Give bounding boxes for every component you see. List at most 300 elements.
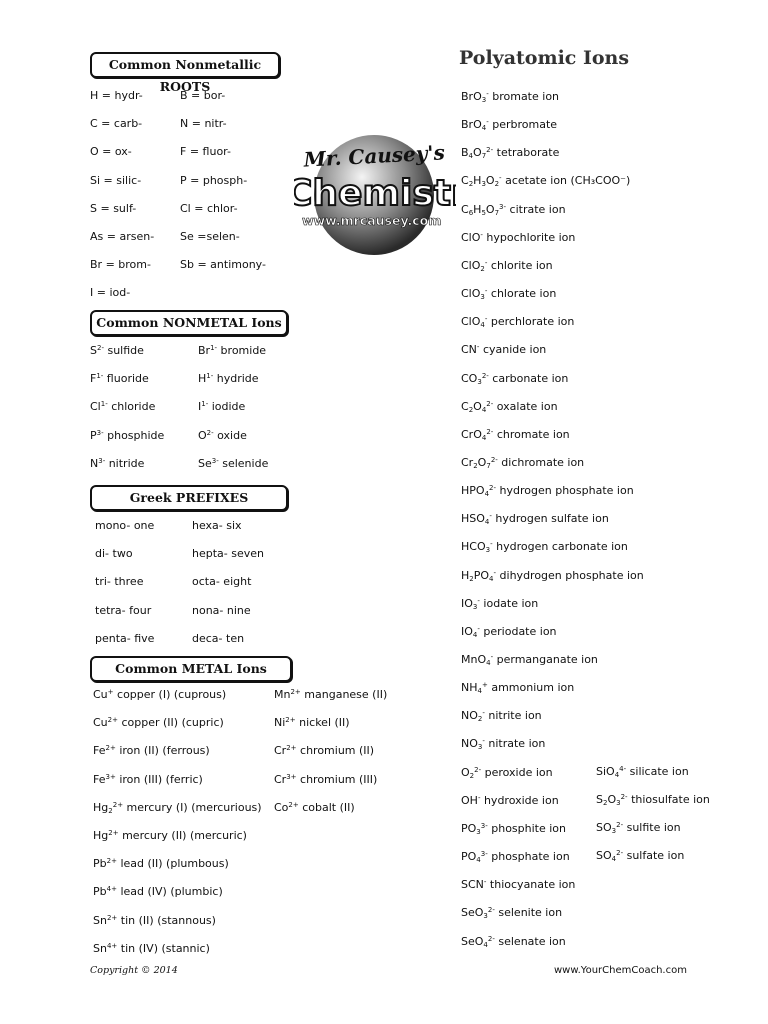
- formula-subscript: 3: [483, 912, 488, 921]
- formula-element: PO: [473, 568, 490, 582]
- ion-name: mercury (I) (mercurious): [123, 800, 262, 814]
- ion-name: perchlorate ion: [487, 315, 575, 329]
- ion-symbol: Sn: [93, 941, 107, 955]
- polyatomic-ion: [461, 343, 546, 357]
- ion-charge: 2+: [288, 800, 299, 809]
- formula-charge: -: [484, 258, 488, 267]
- nonmetal-ion: [198, 372, 259, 386]
- ion-formula: [461, 850, 488, 863]
- ion-charge: 1-: [201, 400, 209, 409]
- ion-symbol: Cr: [274, 772, 287, 786]
- metal-ion: [274, 744, 374, 758]
- page-title: Polyatomic Ions: [459, 47, 630, 69]
- ion-formula: [596, 765, 626, 778]
- formula-subscript: 3: [480, 293, 485, 302]
- root-item: S = sulf-: [90, 201, 137, 215]
- ion-symbol: Cu: [93, 716, 108, 730]
- ion-name: lead (II) (plumbous): [116, 857, 229, 871]
- formula-element: C: [461, 202, 469, 216]
- ion-charge: 3-: [98, 456, 106, 465]
- ion-formula: [461, 569, 496, 582]
- formula-element: O: [485, 174, 495, 188]
- polyatomic-ion: [461, 90, 559, 104]
- formula-charge: 2-: [616, 849, 624, 858]
- ion-name: selenide: [218, 456, 269, 470]
- polyatomic-ion: [461, 146, 559, 160]
- ion-name: chromium (III): [296, 772, 378, 786]
- ion-charge: 3-: [211, 456, 219, 465]
- polyatomic-ion: [461, 709, 542, 723]
- ion-name: hydrogen sulfate ion: [491, 512, 609, 526]
- polyatomic-ion: [596, 849, 684, 863]
- root-item: Sb = antimony-: [180, 258, 266, 272]
- ion-symbol: O: [198, 428, 207, 442]
- polyatomic-ion: [461, 625, 557, 639]
- ion-symbol: S: [90, 344, 97, 357]
- ion-formula: [461, 174, 502, 187]
- formula-charge: 3-: [480, 850, 488, 859]
- prefix-item: tri- three: [95, 575, 144, 589]
- ion-name: chlorite ion: [487, 258, 553, 272]
- polyatomic-ion: [461, 822, 566, 836]
- ion-symbol: Hg: [93, 829, 109, 842]
- ion-symbol: Cr: [274, 744, 287, 758]
- ion-name: ammonium ion: [487, 681, 575, 695]
- nonmetal-ion: [198, 344, 266, 358]
- ion-name: lead (IV) (plumbic): [116, 885, 223, 899]
- ion-formula: [461, 90, 489, 103]
- polyatomic-ion: [461, 794, 559, 808]
- formula-charge: -: [477, 793, 481, 802]
- polyatomic-ion: [461, 400, 558, 414]
- polyatomic-ion: [461, 540, 628, 554]
- formula-subscript: 4: [611, 855, 617, 864]
- formula-subscript: 2: [473, 461, 478, 470]
- ion-formula: [461, 625, 480, 638]
- root-item: P = phosph-: [180, 173, 248, 187]
- logo-line3: www.mrcausey.com: [302, 213, 442, 228]
- ion-name: hydroxide ion: [480, 793, 559, 807]
- metal-ion: [274, 801, 355, 815]
- ion-formula: [461, 512, 492, 525]
- formula-subscript: 5: [481, 208, 486, 217]
- formula-subscript: 3: [616, 799, 621, 808]
- ion-name: carbonate ion: [488, 371, 569, 385]
- ion-formula: [461, 709, 485, 722]
- ion-name: mercury (II) (mercuric): [118, 829, 247, 842]
- formula-subscript: 4: [481, 405, 487, 414]
- formula-element: MnO: [461, 653, 487, 666]
- formula-charge: -: [480, 230, 483, 239]
- formula-element: HPO: [461, 484, 485, 498]
- ion-name: hydride: [213, 372, 259, 386]
- formula-element: NO: [461, 737, 478, 751]
- root-item: As = arsen-: [90, 230, 155, 243]
- ion-name: selenate ion: [494, 934, 566, 948]
- prefix-item: tetra- four: [95, 603, 152, 617]
- ion-name: nickel (II): [295, 716, 350, 730]
- polyatomic-ion: [461, 737, 545, 751]
- formula-charge: 2-: [487, 934, 495, 943]
- formula-subscript: 2: [469, 574, 474, 583]
- formula-charge: 4-: [619, 765, 627, 773]
- ion-name: manganese (II): [300, 688, 388, 701]
- formula-element: SeO: [461, 934, 484, 948]
- ion-formula: [461, 737, 485, 750]
- polyatomic-ion: [461, 512, 609, 526]
- formula-element: BrO: [461, 90, 482, 103]
- formula-charge: -: [490, 653, 494, 661]
- formula-element: O: [477, 455, 487, 469]
- formula-charge: -: [486, 118, 489, 127]
- nonmetal-ion: [198, 429, 247, 443]
- polyatomic-ion: [461, 878, 575, 892]
- formula-element: ClO: [461, 287, 481, 301]
- ion-formula: [596, 821, 623, 834]
- formula-charge: -: [499, 174, 502, 183]
- ion-formula: [461, 400, 493, 413]
- ion-symbol: Ni: [274, 716, 286, 730]
- ion-formula: [461, 878, 486, 891]
- ion-symbol: Hg: [93, 800, 109, 814]
- nonmetal-ion: [198, 457, 268, 471]
- ion-name: selenite ion: [494, 906, 563, 920]
- ion-symbol: Mn: [274, 688, 291, 701]
- formula-subscript: 3: [476, 827, 481, 836]
- ion-charge: 2+: [106, 913, 118, 922]
- formula-element: SO: [596, 849, 612, 863]
- metal-ion: [93, 688, 226, 702]
- formula-element: C: [461, 399, 469, 413]
- polyatomic-ion: [461, 906, 562, 920]
- formula-subscript: 4: [489, 574, 494, 583]
- formula-subscript: 7: [481, 152, 487, 161]
- formula-subscript: 4: [480, 321, 485, 330]
- formula-element: OH: [461, 793, 478, 807]
- polyatomic-ion: [596, 821, 681, 835]
- formula-subscript: 2: [477, 715, 483, 724]
- formula-subscript: 2: [494, 180, 500, 189]
- formula-charge: 2-: [616, 821, 624, 830]
- formula-subscript: 4: [481, 124, 487, 133]
- ion-name: acetate ion (CH₃COO⁻): [501, 174, 631, 188]
- ion-name: bromate ion: [488, 90, 560, 103]
- ion-name: nitrate ion: [484, 737, 546, 751]
- formula-subscript: 2: [468, 405, 474, 414]
- polyatomic-ion: [596, 793, 710, 807]
- formula-charge: -: [482, 709, 485, 718]
- polyatomic-ion: [461, 203, 566, 217]
- formula-charge: +: [481, 681, 488, 690]
- ion-charge: 2+: [107, 716, 118, 725]
- formula-charge: 3-: [499, 202, 507, 211]
- ion-name: thiocyanate ion: [486, 878, 576, 892]
- logo-line1: Mr. Causey's: [303, 140, 446, 172]
- ion-name: hydrogen carbonate ion: [492, 540, 628, 554]
- ion-symbol: Sn: [93, 913, 107, 927]
- metal-ion: [274, 688, 387, 702]
- ion-name: oxide: [213, 428, 247, 442]
- metal-ion: [93, 801, 262, 815]
- ion-name: sulfate ion: [623, 849, 685, 863]
- formula-element: IO: [461, 624, 473, 638]
- nonmetal-ion: [90, 457, 144, 471]
- ion-charge: 2+: [108, 829, 119, 837]
- ion-name: iodide: [208, 400, 246, 414]
- ion-name: sulfide: [103, 344, 144, 357]
- prefix-item: hepta- seven: [192, 547, 264, 561]
- formula-element: O: [485, 202, 495, 216]
- ion-formula: [461, 287, 487, 300]
- metal-ion: [93, 716, 224, 730]
- formula-element: NH: [461, 681, 478, 695]
- ion-symbol: I: [198, 400, 202, 414]
- prefix-item: penta- five: [95, 631, 155, 645]
- ion-name: nitride: [105, 456, 145, 470]
- nonmetal-ions-title: Common NONMETAL Ions: [90, 310, 288, 336]
- formula-element: SiO: [596, 765, 615, 778]
- polyatomic-ion: [461, 484, 634, 498]
- formula-subscript: 3: [481, 96, 487, 104]
- formula-subscript: 3: [472, 602, 478, 611]
- formula-subscript: 3: [481, 180, 486, 189]
- ion-charge: 4+: [106, 885, 117, 894]
- ion-symbol: Pb: [93, 885, 107, 899]
- greek-prefixes-title: Greek PREFIXES: [90, 485, 288, 511]
- nonmetal-ion: [90, 344, 144, 358]
- metal-ion: [93, 773, 203, 787]
- formula-element: O: [461, 765, 470, 779]
- formula-element: CrO: [461, 427, 482, 441]
- formula-element: NO: [461, 709, 478, 723]
- formula-charge: -: [486, 90, 489, 98]
- ion-symbol: Br: [198, 344, 211, 357]
- formula-element: H: [473, 174, 482, 188]
- ion-charge: 2+: [105, 744, 116, 753]
- formula-element: CO: [461, 371, 478, 385]
- formula-subscript: 3: [611, 827, 617, 836]
- ion-charge: 4+: [106, 941, 118, 950]
- formula-charge: -: [484, 315, 488, 324]
- ion-name: tin (IV) (stannic): [117, 941, 210, 955]
- ion-formula: [461, 231, 483, 244]
- ion-symbol: Co: [274, 800, 289, 814]
- ion-name: chlorate ion: [487, 287, 557, 301]
- formula-element: H: [461, 568, 470, 582]
- ion-name: iron (III) (ferric): [115, 772, 203, 786]
- formula-element: SeO: [461, 906, 484, 920]
- polyatomic-ion: [461, 118, 557, 132]
- nonmetal-ion: [90, 372, 149, 386]
- formula-subscript: 7: [494, 208, 500, 217]
- nonmetal-ion: [90, 429, 164, 443]
- ion-formula: [461, 794, 480, 807]
- ion-name: periodate ion: [479, 624, 557, 638]
- polyatomic-ion: [461, 315, 574, 329]
- ion-name: iodate ion: [479, 596, 539, 610]
- polyatomic-ion: [461, 428, 570, 442]
- formula-element: CN: [461, 343, 477, 357]
- ion-name: dihydrogen phosphate ion: [496, 568, 644, 582]
- polyatomic-ion: [461, 850, 570, 864]
- ion-name: cyanide ion: [479, 343, 547, 357]
- metal-ion: [93, 829, 247, 843]
- formula-element: BrO: [461, 118, 482, 132]
- ion-formula: [596, 849, 623, 862]
- formula-subscript: 4: [476, 856, 481, 865]
- formula-charge: -: [477, 596, 480, 605]
- prefix-item: octa- eight: [192, 575, 252, 589]
- metal-ion: [274, 773, 377, 787]
- metal-ion: [93, 857, 229, 871]
- formula-charge: -: [482, 737, 485, 746]
- ion-name: perbromate: [488, 118, 558, 132]
- ion-formula: [461, 597, 480, 610]
- formula-element: H: [473, 202, 482, 216]
- root-item: Cl = chlor-: [180, 201, 238, 215]
- ion-formula: [461, 343, 479, 356]
- polyatomic-ion: [461, 231, 575, 245]
- ion-formula: [461, 315, 487, 328]
- ion-charge: 2+: [290, 688, 301, 696]
- ion-formula: [461, 681, 488, 694]
- ion-symbol: Fe: [93, 772, 106, 786]
- prefix-item: deca- ten: [192, 631, 245, 645]
- polyatomic-ion: [461, 681, 574, 695]
- formula-subscript: 3: [485, 546, 491, 555]
- formula-subscript: 3: [477, 377, 482, 386]
- ion-name: copper (I) (cuprous): [113, 688, 227, 701]
- ion-charge: 3+: [105, 772, 116, 781]
- ion-name: nitrite ion: [484, 709, 542, 723]
- formula-element: ClO: [461, 315, 481, 329]
- polyatomic-ion: [461, 372, 568, 386]
- formula-subscript: 2: [468, 180, 474, 189]
- ion-charge: 2+: [285, 716, 296, 725]
- ion-formula: [461, 540, 493, 553]
- ion-formula: [461, 906, 495, 919]
- ion-name: cobalt (II): [298, 800, 355, 814]
- polyatomic-ion: [461, 935, 566, 949]
- formula-charge: 2-: [486, 427, 494, 436]
- formula-subscript: 4: [484, 518, 490, 527]
- metal-ion: [93, 942, 210, 956]
- ion-formula: [461, 766, 481, 779]
- ion-symbol: P: [90, 428, 97, 442]
- root-item: F = fluor-: [180, 145, 231, 159]
- formula-charge: -: [477, 624, 480, 633]
- copyright-text: Copyright © 2014: [90, 965, 178, 976]
- nonmetal-ion: [198, 400, 245, 414]
- ion-charge: 1-: [210, 344, 218, 352]
- nonmetal-ion: [90, 400, 155, 414]
- ion-symbol: H: [198, 372, 207, 386]
- formula-element: ClO: [461, 258, 481, 272]
- formula-element: C: [461, 174, 469, 188]
- formula-charge: 2-: [487, 906, 495, 915]
- ion-name: permanganate ion: [493, 653, 598, 666]
- ion-name: oxalate ion: [493, 399, 558, 413]
- formula-element: HSO: [461, 512, 485, 526]
- ion-charge: 2-: [96, 344, 104, 352]
- root-item: N = nitr-: [180, 117, 227, 131]
- root-item: B = bor-: [180, 89, 226, 102]
- formula-charge: 2-: [474, 765, 482, 774]
- formula-subscript: 4: [486, 659, 491, 667]
- ion-charge: 2+: [112, 800, 124, 809]
- footer-url: www.YourChemCoach.com: [554, 965, 687, 976]
- polyatomic-ion: [461, 569, 644, 583]
- root-item: C = carb-: [90, 117, 143, 131]
- ion-symbol: Cl: [90, 400, 101, 414]
- formula-subscript: 4: [614, 771, 620, 779]
- ion-charge: +: [107, 688, 114, 696]
- metal-ion: [93, 914, 216, 928]
- formula-element: S: [596, 793, 603, 807]
- formula-charge: -: [490, 540, 493, 549]
- ion-formula: [596, 793, 628, 806]
- ion-name: hypochlorite ion: [482, 230, 576, 244]
- prefix-item: hexa- six: [192, 519, 242, 532]
- ion-formula: [461, 372, 489, 385]
- ion-name: silicate ion: [626, 765, 689, 778]
- formula-subscript: 4: [484, 490, 490, 499]
- root-item: O = ox-: [90, 145, 132, 159]
- formula-subscript: 4: [468, 152, 474, 161]
- ion-formula: [461, 653, 493, 666]
- prefix-item: di- two: [95, 547, 133, 561]
- formula-subscript: 4: [483, 940, 488, 949]
- polyatomic-ion: [461, 259, 553, 273]
- root-item: Si = silic-: [90, 173, 142, 187]
- formula-charge: -: [489, 512, 492, 521]
- formula-element: PO: [461, 850, 477, 864]
- ion-symbol: Fe: [93, 744, 106, 758]
- ion-charge: 1-: [100, 400, 108, 409]
- polyatomic-ion: [461, 456, 584, 470]
- ion-charge: 3-: [96, 428, 104, 437]
- formula-element: Cr: [461, 455, 474, 469]
- ion-name: hydrogen phosphate ion: [496, 484, 634, 498]
- ion-name: chromate ion: [493, 427, 570, 441]
- prefix-item: mono- one: [95, 519, 155, 532]
- ion-name: bromide: [217, 344, 267, 357]
- root-item: I = iod-: [90, 286, 131, 300]
- ion-symbol: Se: [198, 456, 212, 470]
- formula-element: O: [473, 399, 482, 413]
- ion-name: fluoride: [103, 372, 149, 386]
- formula-subscript: 7: [486, 461, 491, 470]
- formula-subscript: 2: [469, 771, 475, 780]
- ion-formula: [461, 146, 493, 159]
- ion-formula: [461, 259, 487, 272]
- formula-charge: -: [484, 287, 488, 296]
- ion-formula: [461, 428, 493, 441]
- ion-charge: 1-: [206, 372, 214, 381]
- ion-name: citrate ion: [506, 202, 566, 216]
- ion-name: phosphide: [103, 428, 165, 442]
- polyatomic-ion: [461, 287, 556, 301]
- formula-subscript: 4: [477, 687, 482, 696]
- ion-charge: 1-: [96, 372, 104, 381]
- root-item: Se =selen-: [180, 230, 240, 243]
- ion-subscript: 2: [108, 806, 113, 815]
- polyatomic-ion: [461, 766, 553, 780]
- metal-ion: [93, 885, 223, 899]
- chemistry-logo: [294, 133, 456, 265]
- logo-line2: Chemist: [294, 173, 451, 214]
- ion-name: iron (II) (ferrous): [115, 744, 210, 758]
